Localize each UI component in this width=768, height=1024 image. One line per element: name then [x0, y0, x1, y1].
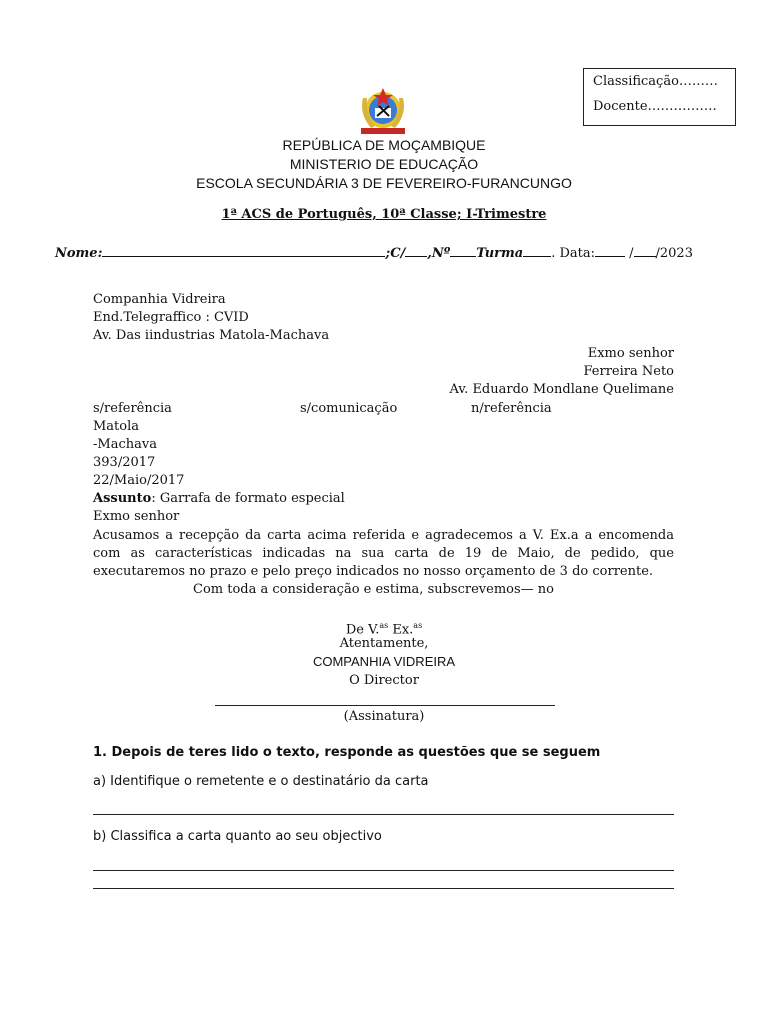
- sender-line: Av. Das iindustrias Matola-Machava: [93, 328, 330, 343]
- question-b: b) Classifica a carta quanto ao seu objectivo: [93, 829, 382, 844]
- ref-label: n/referência: [471, 401, 552, 416]
- answer-line[interactable]: [93, 870, 674, 871]
- name-field[interactable]: [102, 245, 385, 257]
- superscript: as: [413, 621, 423, 630]
- greeting: Exmo senhor: [93, 509, 180, 524]
- recipient-line: Ferreira Neto: [583, 364, 674, 379]
- ref-value: 393/2017: [93, 455, 156, 470]
- answer-line[interactable]: [93, 814, 674, 815]
- header-ministry: MINISTERIO DE EDUCAÇÃO: [289, 156, 479, 172]
- student-info-line: Nome: ;C/ ,Nº Turma . Data: / /2023: [55, 246, 693, 261]
- header-school: ESCOLA SECUNDÁRIA 3 DE FEVEREIRO-FURANCUNGO: [196, 175, 572, 191]
- sender-line: End.Telegraffico : CVID: [93, 310, 249, 325]
- ref-value: -Machava: [93, 437, 157, 452]
- header-republic: REPÚBLICA DE MOÇAMBIQUE: [282, 137, 486, 153]
- superscript: as: [379, 621, 389, 630]
- ref-label: s/referência: [93, 401, 172, 416]
- teacher-field: Docente…………….: [593, 99, 717, 114]
- ref-value: Matola: [93, 419, 140, 434]
- recipient-line: Av. Eduardo Mondlane Quelimane: [449, 382, 674, 397]
- signature-line: [215, 705, 555, 706]
- ex-text: Ex.: [388, 622, 414, 638]
- month-field[interactable]: [634, 245, 656, 257]
- ref-value: 22/Maio/2017: [93, 473, 185, 488]
- subject-text: : Garrafa de formato especial: [151, 491, 345, 506]
- year-text: /2023: [655, 246, 693, 261]
- mozambique-emblem-icon: [353, 86, 413, 138]
- closing-line: Com toda a consideração e estima, subscrevemos— no: [193, 582, 554, 597]
- question-1: 1. Depois de teres lido o texto, responde as questões que se seguem: [93, 745, 601, 760]
- company-name: COMPANHIA VIDREIRA: [312, 654, 456, 669]
- turma-field[interactable]: [523, 245, 551, 257]
- subject-line: [93, 491, 345, 507]
- class-field[interactable]: [405, 245, 427, 257]
- exam-title: 1ª ACS de Português, 10ª Classe; I-Trimestre: [221, 207, 547, 222]
- turma-label: Turma: [476, 246, 524, 261]
- subject-label: Assunto: [93, 491, 152, 506]
- ref-label: s/comunicação: [300, 401, 398, 416]
- name-label: Nome:: [55, 246, 103, 261]
- recipient-line: Exmo senhor: [587, 346, 674, 361]
- de-v-text: De V.: [345, 622, 380, 638]
- grade-box: [583, 68, 736, 126]
- day-field[interactable]: [595, 245, 625, 257]
- signature-caption: (Assinatura): [343, 709, 425, 724]
- number-field[interactable]: [450, 245, 476, 257]
- atentamente: Atentamente,: [339, 636, 429, 651]
- letter-body: Acusamos a recepção da carta acima referida e agradecemos a V. Ex.a a encomenda com as características indicadas na sua carta de 19 de Maio, de pedido, que executaremos no prazo e pelo preço indicados no nosso orçamento de 3 do corrente.: [93, 528, 674, 579]
- director-title: O Director: [349, 673, 419, 688]
- answer-line[interactable]: [93, 888, 674, 889]
- question-a: a) Identifique o remetente e o destinatário da carta: [93, 774, 429, 789]
- class-label: ;C/: [385, 246, 406, 261]
- classification-field: Classificação………: [593, 74, 718, 89]
- data-label: . Data:: [551, 246, 595, 261]
- sender-line: Companhia Vidreira: [93, 292, 226, 307]
- number-label: ,Nº: [427, 246, 451, 261]
